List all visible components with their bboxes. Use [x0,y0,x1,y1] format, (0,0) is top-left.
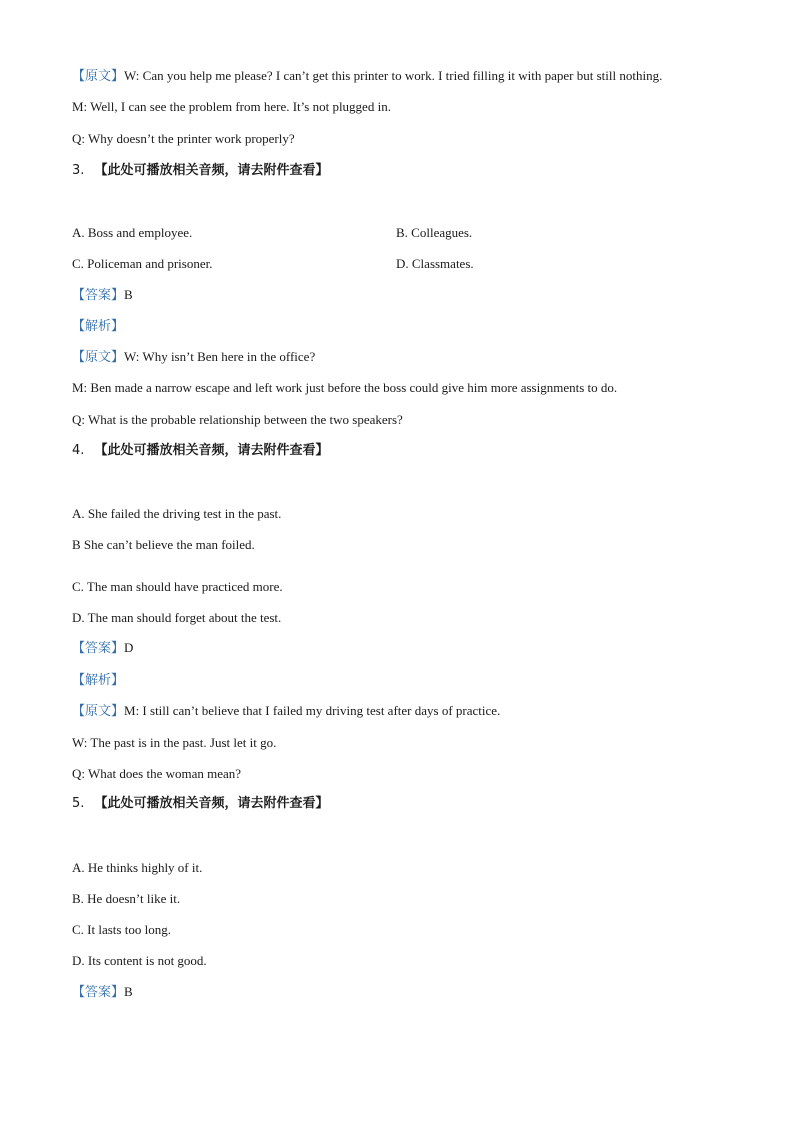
answer-line [72,984,133,1001]
question-3-header [72,163,329,179]
question-number: 5. [72,796,85,811]
audio-prompt: 【此处可播放相关音频，请去附件查看】 [94,443,329,458]
question-line: Q: What is the probable relationship between the two speakers? [72,412,403,427]
answer-value: B [124,984,133,999]
answer-tag: 【答案】 [72,641,125,656]
option-d: D. The man should forget about the test. [72,610,282,625]
transcript-text: W: Can you help me please? I can’t get this printer to work. I tried filling it with paper but still nothing. [124,68,663,83]
analysis-line [72,672,124,689]
original-text-tag: 【原文】 [72,350,125,365]
question-number: 3. [72,163,85,178]
option-b: B. Colleagues. [396,225,473,240]
option-a: A. He thinks highly of it. [72,860,203,875]
question-line: Q: Why doesn’t the printer work properly? [72,131,295,146]
transcript-line: M: Ben made a narrow escape and left work just before the boss could give him more assignments to do. [72,380,618,395]
question-5-header [72,796,329,812]
transcript-line: M: Well, I can see the problem from here. It’s not plugged in. [72,99,391,114]
answer-line [72,287,133,304]
option-c: C. The man should have practiced more. [72,579,283,594]
original-text-tag: 【原文】 [72,704,125,719]
answer-tag: 【答案】 [72,288,125,303]
transcript-line [72,703,500,720]
transcript-line [72,349,315,366]
option-a: A. Boss and employee. [72,225,193,240]
option-d: D. Its content is not good. [72,953,207,968]
transcript-line: W: The past is in the past. Just let it go. [72,735,277,750]
option-d: D. Classmates. [396,256,474,271]
transcript-text: W: Why isn’t Ben here in the office? [124,349,316,364]
transcript-line [72,68,662,85]
answer-tag: 【答案】 [72,985,125,1000]
transcript-text: M: I still can’t believe that I failed my driving test after days of practice. [124,703,501,718]
analysis-tag: 【解析】 [72,673,125,688]
option-b: B. He doesn’t like it. [72,891,181,906]
question-number: 4. [72,443,85,458]
question-4-header [72,443,329,459]
option-c: C. It lasts too long. [72,922,171,937]
answer-value: B [124,287,133,302]
analysis-line [72,318,124,335]
analysis-tag: 【解析】 [72,319,125,334]
original-text-tag: 【原文】 [72,69,125,84]
audio-prompt: 【此处可播放相关音频，请去附件查看】 [94,796,329,811]
answer-value: D [124,640,134,655]
option-b: B She can’t believe the man foiled. [72,537,255,552]
answer-line [72,640,133,657]
audio-prompt: 【此处可播放相关音频，请去附件查看】 [94,163,329,178]
option-c: C. Policeman and prisoner. [72,256,213,271]
option-a: A. She failed the driving test in the past. [72,506,282,521]
question-line: Q: What does the woman mean? [72,766,242,781]
